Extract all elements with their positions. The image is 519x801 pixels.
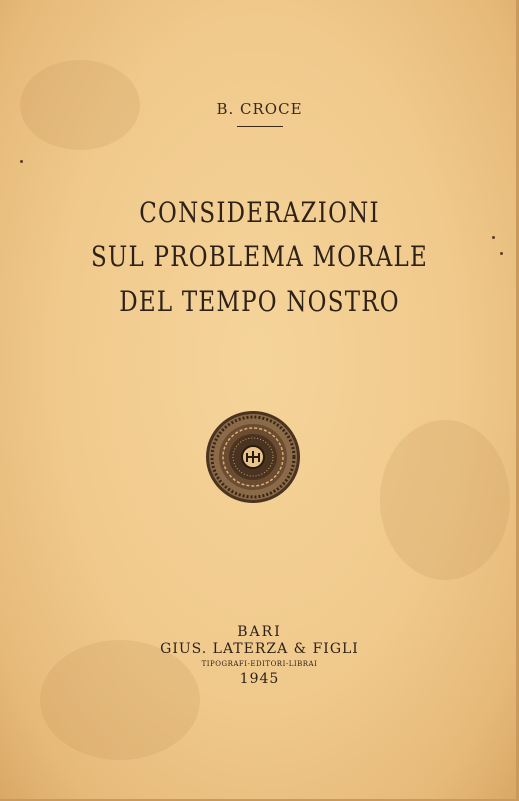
title-line-3: DEL TEMPO NOSTRO — [119, 285, 400, 318]
title-line-1: CONSIDERAZIONI — [139, 196, 380, 229]
title-line-2: SUL PROBLEMA MORALE — [90, 240, 429, 273]
paper-speck — [492, 236, 495, 239]
author-rule — [237, 126, 283, 127]
paper-stain — [380, 420, 510, 580]
publication-year: 1945 — [239, 671, 280, 687]
publisher-tagline: TIPOGRAFI-EDITORI-LIBRAI — [201, 660, 318, 668]
publisher-city: BARI — [237, 624, 282, 640]
publisher-seal-icon — [204, 409, 302, 505]
author-name: B. CROCE — [216, 100, 303, 118]
publisher-name: GIUS. LATERZA & FIGLI — [160, 641, 359, 657]
paper-stain — [40, 640, 200, 760]
paper-speck — [20, 160, 23, 163]
paper-speck — [500, 252, 503, 255]
